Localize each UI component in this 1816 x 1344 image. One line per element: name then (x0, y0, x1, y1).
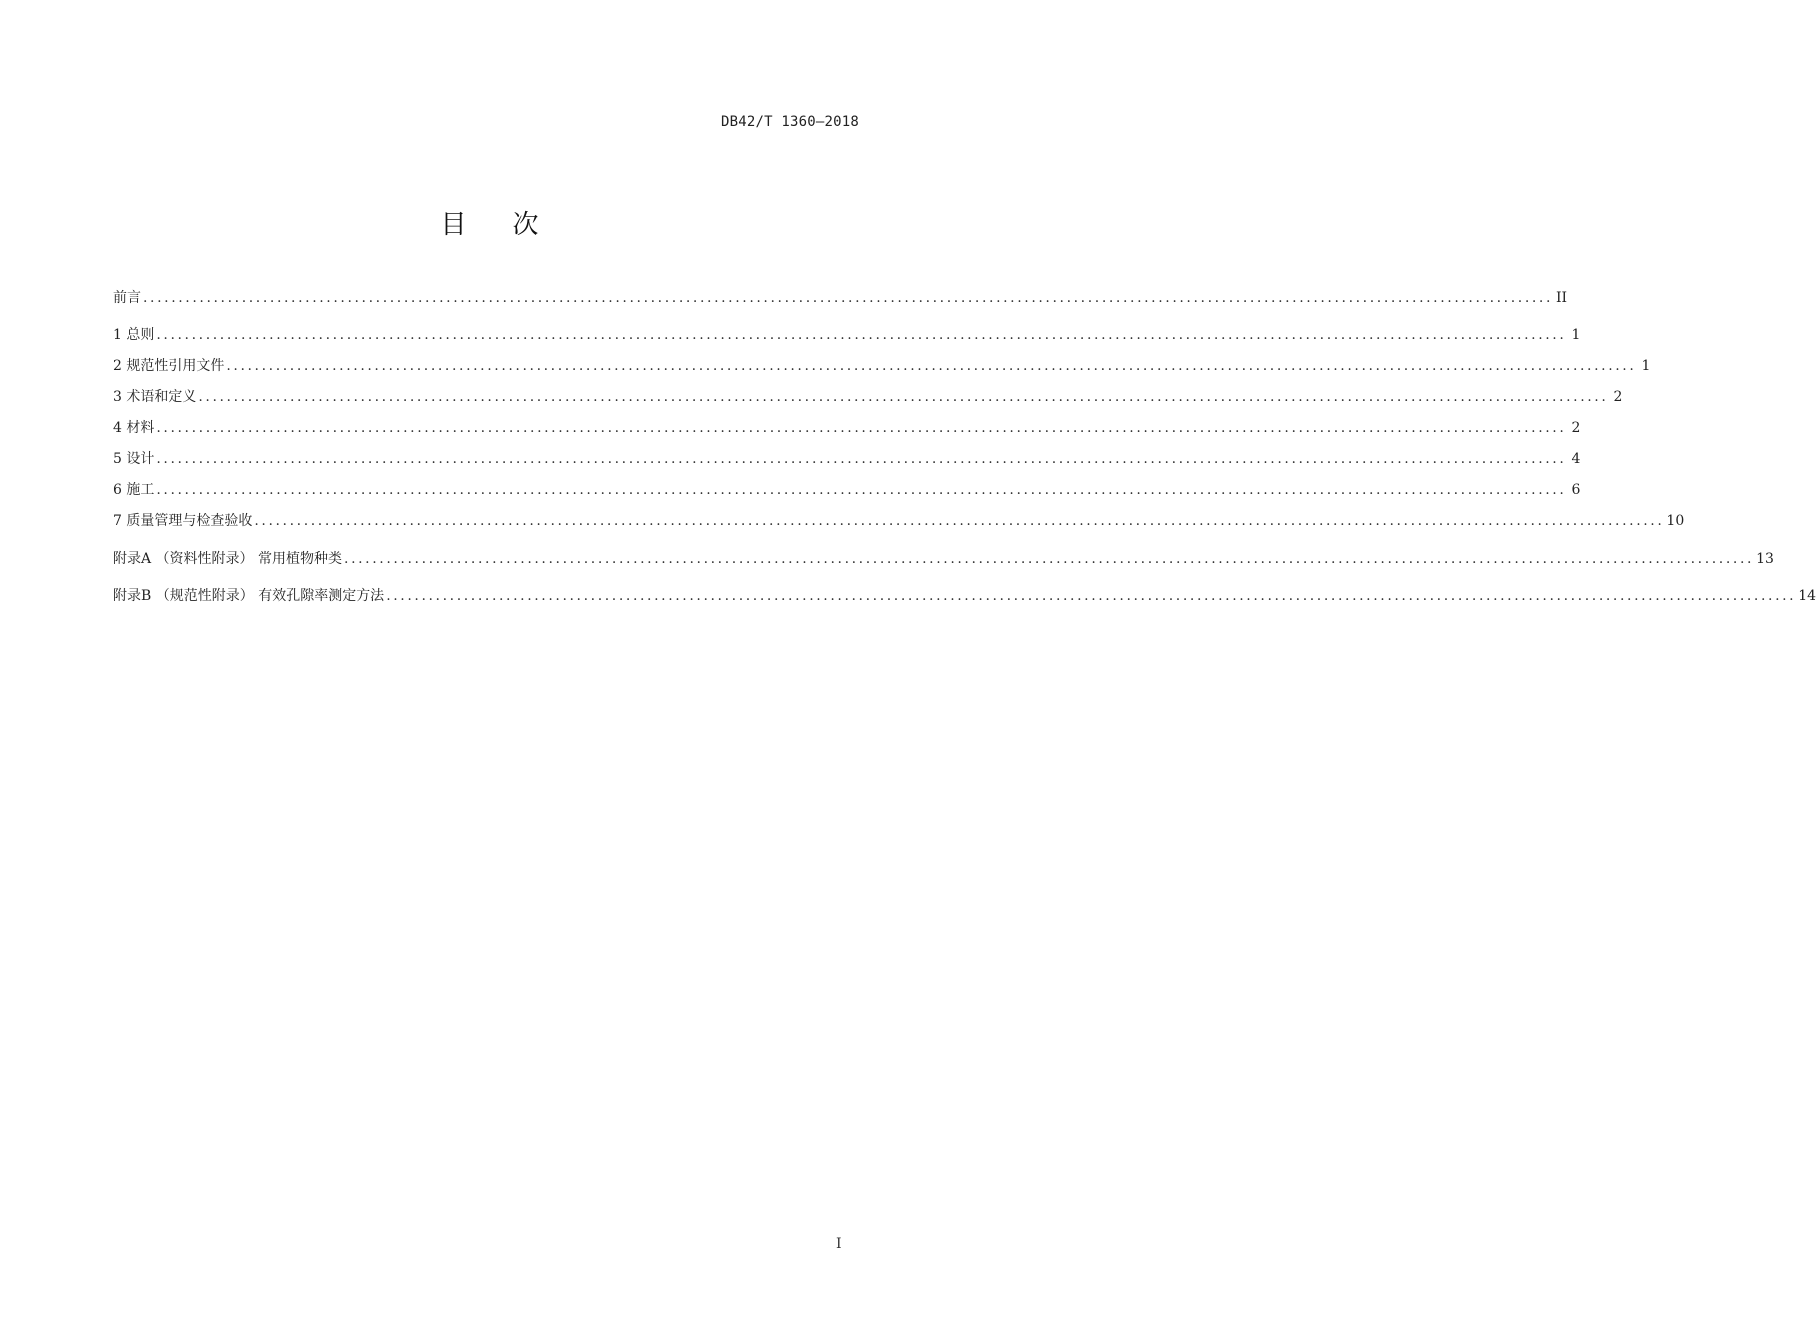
toc-entry-label: 2 规范性引用文件 (113, 358, 225, 374)
toc-entry-label: 7 质量管理与检查验收 (113, 513, 253, 529)
toc-entry-appendix-b[interactable] (113, 585, 1816, 607)
toc-entry-label: 5 设计 (113, 451, 155, 467)
dot-leader: ........................................................................................................................................................................................................ (344, 551, 1755, 567)
dot-leader: ........................................................................................................................................................................................................ (254, 513, 1665, 529)
toc-entry-section-5[interactable] (113, 448, 1581, 470)
toc-entry-label: 前言 (113, 290, 141, 306)
page-number: I (836, 1236, 842, 1252)
toc-entry-page: 2 (1571, 420, 1581, 436)
toc-entry-section-6[interactable] (113, 479, 1581, 501)
toc-entry-section-1[interactable] (113, 324, 1581, 346)
toc-entry-page: 13 (1756, 551, 1774, 567)
toc-entry-page: 10 (1666, 513, 1685, 529)
toc-entry-section-7[interactable] (113, 510, 1685, 532)
standard-code: DB42/T 1360—2018 (720, 114, 859, 130)
toc-entry-label: 4 材料 (113, 420, 155, 436)
toc-entry-appendix-a[interactable] (113, 548, 1774, 570)
toc-entry-label: 附录A （资料性附录） 常用植物种类 (113, 551, 343, 567)
dot-leader: ........................................................................................................................................................................................................ (226, 358, 1637, 374)
dot-leader: ........................................................................................................................................................................................................ (156, 327, 1567, 343)
toc-entry-section-2[interactable] (113, 355, 1651, 377)
toc-entry-label: 3 术语和定义 (113, 389, 197, 405)
page-title: 目次 (440, 210, 585, 240)
toc-entry-foreword[interactable] (113, 287, 1568, 309)
dot-leader: ........................................................................................................................................................................................................ (156, 482, 1567, 498)
toc-entry-page: 2 (1613, 389, 1623, 405)
toc-entry-page: 6 (1571, 482, 1581, 498)
toc-entry-page: II (1555, 290, 1568, 306)
toc-entry-page: 1 (1571, 327, 1581, 343)
toc-entry-page: 1 (1641, 358, 1651, 374)
toc-entry-label: 6 施工 (113, 482, 155, 498)
toc-entry-label: 1 总则 (113, 327, 155, 343)
toc-entry-page: 4 (1571, 451, 1581, 467)
dot-leader: ........................................................................................................................................................................................................ (156, 420, 1567, 436)
toc-entry-page: 14 (1798, 588, 1816, 604)
toc-entry-section-3[interactable] (113, 386, 1623, 408)
dot-leader: ........................................................................................................................................................................................................ (198, 389, 1609, 405)
dot-leader: ........................................................................................................................................................................................................ (156, 451, 1567, 467)
dot-leader: ........................................................................................................................................................................................................ (143, 290, 1554, 306)
toc-entry-section-4[interactable] (113, 417, 1581, 439)
toc-entry-label: 附录B （规范性附录） 有效孔隙率测定方法 (113, 588, 385, 604)
dot-leader: ........................................................................................................................................................................................................ (386, 588, 1797, 604)
